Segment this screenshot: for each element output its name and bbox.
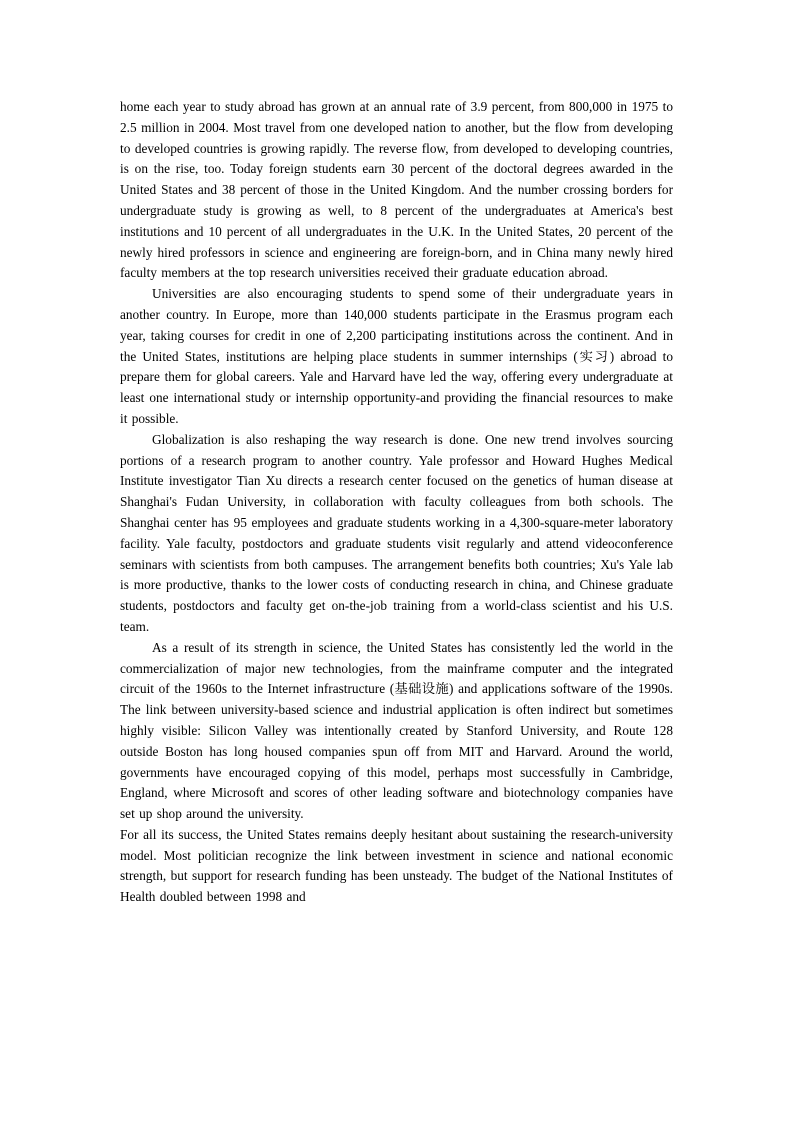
paragraph-5: For all its success, the United States remains deeply hesitant about sustaining the research-university model. Most politician recognize the link between investment in science and national economic strength, but support for research funding has been unsteady. The budget of the National Institutes of Health doubled between 1998 and	[120, 826, 673, 905]
document-page	[120, 97, 673, 908]
paragraph-4: As a result of its strength in science, the United States has consistently led the world in the commercialization of major new technologies, from the mainframe computer and the integrated circuit of the 1960s to the Internet infrastructure (基础设施) and applications software of the 1990s. The link between university-based science and industrial application is often indirect but sometimes highly visible: Silicon Valley was intentionally created by Stanford University, and Route 128 outside Boston has long housed companies spun off from MIT and Harvard. Around the world, governments have encouraged copying of this model, perhaps most successfully in Cambridge, England, where Microsoft and scores of other leading software and biotechnology companies have set up shop around the university.	[120, 639, 673, 822]
paragraph-2: Universities are also encouraging students to spend some of their undergraduate years in another country. In Europe, more than 140,000 students participate in the Erasmus program each year, taking courses for credit in one of 2,200 participating institutions across the continent. And in the United States, institutions are helping place students in summer internships (实习) abroad to prepare them for global careers. Yale and Harvard have led the way, offering every undergraduate at least one international study or internship opportunity-and providing the financial resources to make it possible.	[120, 286, 673, 426]
paragraph-3: Globalization is also reshaping the way research is done. One new trend involves sourcing portions of a research program to another country. Yale professor and Howard Hughes Medical Institute investigator Tian Xu directs a research center focused on the genetics of human disease at Shanghai's Fudan University, in collaboration with faculty colleagues from both schools. The Shanghai center has 95 employees and graduate students working in a 4,300-square-meter laboratory facility. Yale faculty, postdoctors and graduate students visit regularly and attend videoconference seminars with scientists from both campuses. The arrangement benefits both countries; Xu's Yale lab is more productive, thanks to the lower costs of conducting research in china, and Chinese graduate students, postdoctors and faculty get on-the-job training from a world-class scientist and his U.S. team.	[120, 431, 673, 634]
paragraph-1: home each year to study abroad has grown at an annual rate of 3.9 percent, from 800,000 in 1975 to 2.5 million in 2004. Most travel from one developed nation to another, but the flow from developing to developed countries is growing rapidly. The reverse flow, from developed to developing countries, is on the rise, too. Today foreign students earn 30 percent of the doctoral degrees awarded in the United States and 38 percent of those in the United Kingdom. And the number crossing borders for undergraduate study is growing as well, to 8 percent of the undergraduates at America's best institutions and 10 percent of all undergraduates in the U.K. In the United States, 20 percent of the newly hired professors in science and engineering are foreign-born, and in China many newly hired faculty members at the top research universities received their graduate education abroad.	[120, 99, 673, 281]
